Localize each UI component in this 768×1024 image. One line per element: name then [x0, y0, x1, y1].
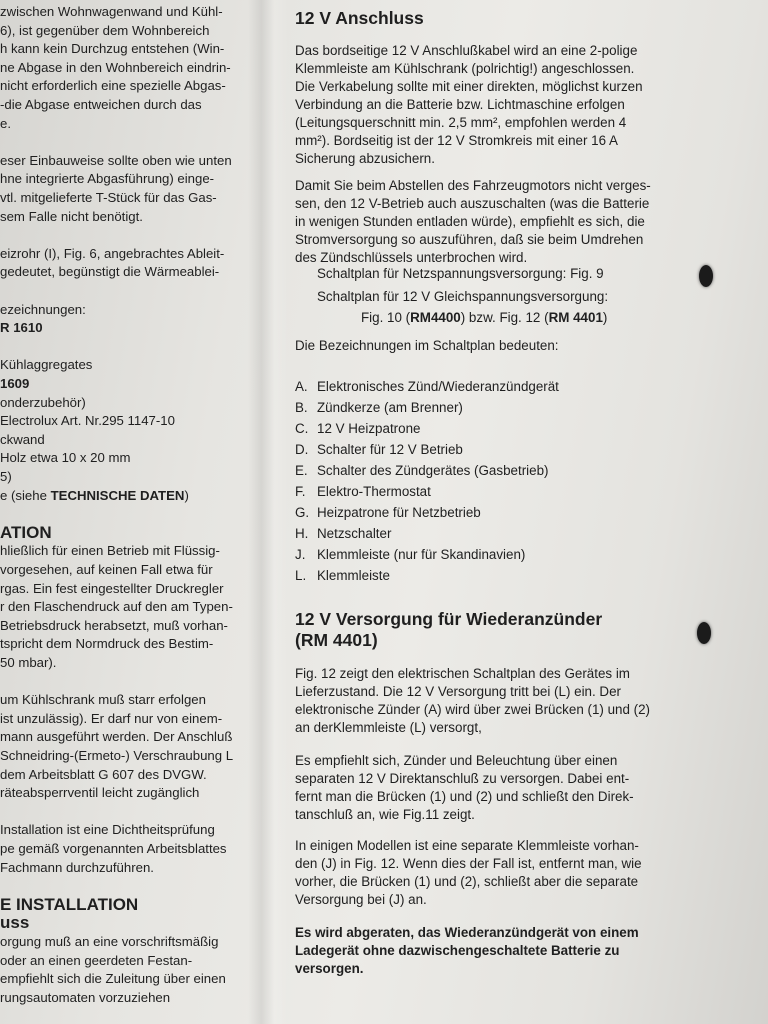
legend-text: Klemmleiste (nur für Skandinavien) — [317, 547, 526, 562]
text-line: tanschluß an, wie Fig.11 zeigt. — [295, 807, 475, 822]
left-text-line: onderzubehör) — [0, 394, 86, 410]
heading-12v-anschluss: 12 V Anschluss — [295, 8, 424, 28]
left-text-line: ist unzulässig). Er darf nur von einem- — [0, 710, 223, 726]
paragraph-fig12 — [295, 665, 695, 737]
left-text-line: um Kühlschrank muß starr erfolgen — [0, 692, 206, 708]
text-line: Die Verkabelung sollte mit einer direkten, möglichst kurzen — [295, 79, 643, 94]
left-text-line: eizrohr (I), Fig. 6, angebrachtes Ableit- — [0, 245, 225, 261]
left-text-line: Schneidring-(Ermeto-) Verschraubung L — [0, 748, 234, 763]
text-line: Es wird abgeraten, das Wiederanzündgerät von einem — [295, 925, 639, 940]
legend-text: Klemmleiste — [317, 568, 390, 583]
left-text-line: vtl. mitgelieferte T-Stück für das Gas- — [0, 190, 217, 205]
legend-intro: Die Bezeichnungen im Schaltplan bedeuten: — [295, 338, 559, 353]
left-text-line: h kann kein Durchzug entstehen (Win- — [0, 41, 225, 57]
left-text-line: eser Einbauweise sollte oben wie unten — [0, 152, 232, 168]
text-line: Stromversorgung so auszuführen, daß sie beim Umdrehen — [295, 232, 644, 247]
legend-key: L. — [295, 568, 307, 583]
text-line: separaten 12 V Direktanschluß zu versorgen. Dabei ent- — [295, 771, 630, 786]
text-line: Fig. 12 zeigt den elektrischen Schaltplan des Gerätes im — [295, 666, 630, 681]
text-line: Lieferzustand. Die 12 V Versorgung tritt bei (L) ein. Der — [295, 684, 622, 699]
text-line: elektronische Zünder (A) wird über zwei Brücken (1) und (2) — [295, 702, 650, 717]
book-gutter — [248, 0, 288, 1024]
left-text-line: vorgesehen, auf keinen Fall etwa für — [0, 562, 213, 577]
left-text-line: Holz etwa 10 x 20 mm — [0, 450, 131, 466]
heading-versorgung-model: (RM 4401) — [295, 630, 378, 650]
heading-versorgung: 12 V Versorgung für Wiederanzünder — [295, 609, 603, 629]
left-column-cut-off — [0, 0, 250, 1024]
left-text-line: räteabsperrventil leicht zugänglich — [0, 785, 200, 801]
legend-key: D. — [295, 442, 309, 457]
left-text-line: hließlich für einen Betrieb mit Flüssig- — [0, 543, 220, 559]
text-line: Das bordseitige 12 V Anschlußkabel wird an eine 2-polige — [295, 43, 638, 58]
legend-item — [295, 378, 559, 399]
legend-text: 12 V Heizpatrone — [317, 421, 421, 436]
text-line: In einigen Modellen ist eine separate Klemmleiste vorhan- — [295, 838, 639, 853]
text-line: fernt man die Brücken (1) und (2) und schließt den Direk- — [295, 789, 634, 804]
left-text-line: e (siehe TECHNISCHE DATEN) — [0, 487, 189, 503]
left-text-line: R 1610 — [0, 320, 43, 336]
legend-key: A. — [295, 379, 308, 394]
left-text-line: nicht erforderlich eine spezielle Abgas- — [0, 78, 226, 94]
left-text-line: -die Abgase entweichen durch das — [0, 97, 202, 112]
legend-key: H. — [295, 526, 309, 541]
left-text-line: orgung muß an eine vorschriftsmäßig — [0, 934, 219, 949]
left-text-line: E INSTALLATION — [0, 894, 139, 914]
left-text-line: Fachmann durchzuführen. — [0, 859, 154, 875]
diagram-ref-netz: Schaltplan für Netzspannungsversorgung: Fig. 9 — [317, 266, 604, 281]
legend-key: E. — [295, 463, 308, 478]
paragraph-anschluss — [295, 42, 695, 168]
legend-text: Schalter für 12 V Betrieb — [317, 442, 463, 457]
legend-item — [295, 567, 559, 588]
text-line: sen, den 12 V-Betrieb auch auszuschalten (was die Batterie — [295, 196, 650, 211]
text-line: Damit Sie beim Abstellen des Fahrzeugmotors nicht verges- — [295, 178, 651, 193]
paragraph-warning — [295, 924, 695, 978]
text-line: Ladegerät ohne dazwischengeschaltete Batterie zu — [295, 943, 620, 958]
left-text-line: 1609 — [0, 376, 30, 391]
left-text-line: ckwand — [0, 431, 45, 447]
legend-text: Heizpatrone für Netzbetrieb — [317, 505, 481, 520]
legend-key: B. — [295, 400, 308, 415]
legend-key: J. — [295, 547, 306, 562]
text-line: des Zündschlüssels unterbrochen wird. — [295, 250, 528, 265]
legend-item — [295, 441, 559, 462]
text-line: in wenigen Stunden entladen würde), empfiehlt es sich, die — [295, 214, 645, 229]
legend-list — [295, 378, 559, 588]
left-text-line: tspricht dem Normdruck des Bestim- — [0, 636, 214, 652]
legend-key: F. — [295, 484, 306, 499]
binder-hole-bottom — [697, 622, 711, 644]
left-text-line: ATION — [0, 522, 52, 542]
text-line: versorgen. — [295, 961, 364, 976]
left-text-line: ne Abgase in den Wohnbereich eindrin- — [0, 59, 231, 75]
legend-item — [295, 420, 559, 441]
legend-text: Zündkerze (am Brenner) — [317, 400, 463, 415]
left-text-line: e. — [0, 115, 11, 131]
text-line: an derKlemmleiste (L) versorgt, — [295, 720, 482, 735]
legend-text: Elektronisches Zünd/Wiederanzündgerät — [317, 379, 559, 394]
left-text-line: dem Arbeitsblatt G 607 des DVGW. — [0, 766, 207, 782]
paragraph-direktanschluss — [295, 752, 695, 824]
legend-item — [295, 462, 559, 483]
legend-item — [295, 546, 559, 567]
text-line: Es empfiehlt sich, Zünder und Beleuchtung über einen — [295, 753, 618, 768]
text-line: Sicherung abzusichern. — [295, 151, 435, 166]
diagram-ref-figs: Fig. 10 (RM4400) bzw. Fig. 12 (RM 4401) — [361, 310, 608, 325]
left-text-line: hne integrierte Abgasführung) einge- — [0, 171, 215, 187]
legend-key: C. — [295, 421, 309, 436]
diagram-ref-12v: Schaltplan für 12 V Gleichspannungsversorgung: — [317, 289, 609, 304]
legend-text: Schalter des Zündgerätes (Gasbetrieb) — [317, 463, 549, 478]
legend-item — [295, 525, 559, 546]
text-line: den (J) in Fig. 12. Wenn dies der Fall ist, entfernt man, wie — [295, 856, 642, 871]
text-line: Verbindung an die Batterie bzw. Lichtmaschine erfolgen — [295, 97, 625, 112]
left-text-line: rgas. Ein fest eingestellter Druckregler — [0, 580, 224, 596]
left-text-line: 50 mbar). — [0, 655, 57, 670]
paragraph-klemmleiste — [295, 837, 695, 909]
left-text-line: 5) — [0, 469, 12, 484]
left-text-line: Kühlaggregates — [0, 357, 93, 373]
legend-item — [295, 504, 559, 525]
legend-text: Netzschalter — [317, 526, 392, 541]
legend-item — [295, 399, 559, 420]
left-text-line: oder an einen geerdeten Festan- — [0, 952, 193, 968]
text-line: mm²). Bordseitig ist der 12 V Stromkreis mit einer 16 A — [295, 133, 618, 148]
binder-hole-top — [699, 265, 713, 287]
legend-key: G. — [295, 505, 310, 520]
left-text-line: zwischen Wohnwagenwand und Kühl- — [0, 4, 223, 19]
left-text-line: sem Falle nicht benötigt. — [0, 208, 143, 224]
text-line: Versorgung bei (J) an. — [295, 892, 427, 907]
left-text-line: Electrolux Art. Nr.295 1147-10 — [0, 413, 175, 429]
left-text-line: Installation ist eine Dichtheitsprüfung — [0, 822, 215, 838]
legend-item — [295, 483, 559, 504]
main-column — [295, 0, 695, 1024]
left-text-line: ezeichnungen: — [0, 301, 86, 317]
left-text-line: uss — [0, 913, 30, 933]
left-text-line: rungsautomaten vorzuziehen — [0, 989, 171, 1005]
left-text-line: mann ausgeführt werden. Der Anschluß — [0, 729, 233, 745]
legend-text: Elektro-Thermostat — [317, 484, 431, 499]
left-text-line: pe gemäß vorgenannten Arbeitsblattes — [0, 841, 227, 856]
left-text-line: Betriebsdruck herabsetzt, muß vorhan- — [0, 617, 228, 633]
text-line: (Leitungsquerschnitt min. 2,5 mm², empfohlen werden 4 — [295, 115, 627, 130]
left-text-line: 6), ist gegenüber dem Wohnbereich — [0, 22, 210, 38]
left-text-line: r den Flaschendruck auf den am Typen- — [0, 599, 233, 615]
paragraph-motor — [295, 177, 695, 267]
left-text-line: empfiehlt sich die Zuleitung über einen — [0, 971, 226, 987]
left-text-line: gedeutet, begünstigt die Wärmeablei- — [0, 264, 220, 280]
text-line: vorher, die Brücken (1) und (2), schließt aber die separate — [295, 874, 639, 889]
text-line: Klemmleiste am Kühlschrank (polrichtig!) angeschlossen. — [295, 61, 635, 76]
